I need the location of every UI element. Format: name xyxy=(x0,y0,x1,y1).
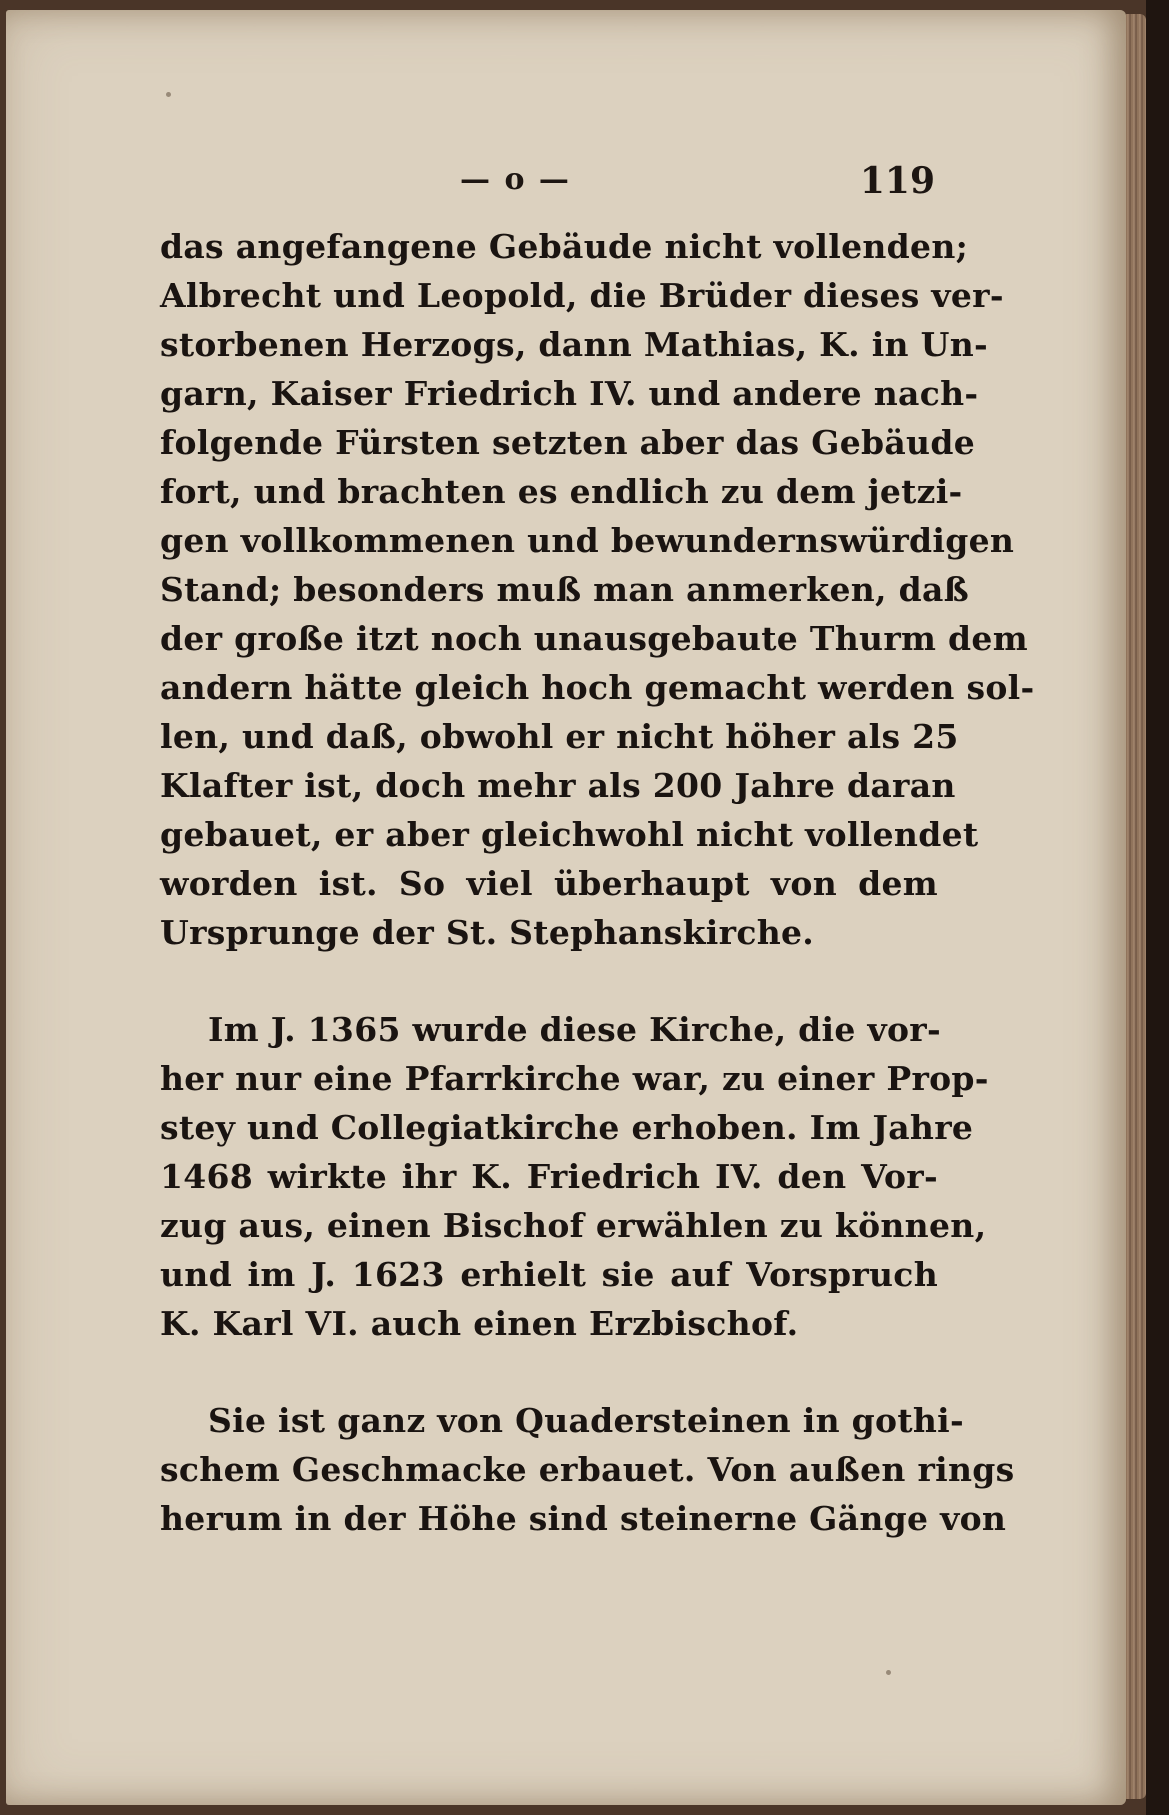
body-text xyxy=(160,222,1035,1543)
text-line: fort, und brachten es endlich zu dem jetzi- xyxy=(160,472,963,511)
paragraph-1 xyxy=(160,222,1035,957)
text-line: folgende Fürsten setzten aber das Gebäude xyxy=(160,423,976,462)
text-line: K. Karl VI. auch einen Erzbischof. xyxy=(160,1304,799,1343)
text-line: worden ist. So viel überhaupt von dem xyxy=(160,864,938,903)
paragraph-3 xyxy=(160,1396,1015,1543)
paragraph-gap xyxy=(160,957,938,1005)
text-line: garn, Kaiser Friedrich IV. und andere nach- xyxy=(160,374,979,413)
running-head: — o — xyxy=(460,162,571,197)
page-header xyxy=(165,160,935,210)
text-line: Ursprunge der St. Stephanskirche. xyxy=(160,913,815,952)
text-line: storbenen Herzogs, dann Mathias, K. in Un- xyxy=(160,325,988,364)
text-line: Klafter ist, doch mehr als 200 Jahre daran xyxy=(160,766,956,805)
paragraph-gap xyxy=(160,1348,938,1396)
text-line: len, und daß, obwohl er nicht höher als 25 xyxy=(160,717,959,756)
page-edges xyxy=(1126,14,1146,1799)
text-line: und im J. 1623 erhielt sie auf Vorspruch xyxy=(160,1255,938,1294)
text-line: Im J. 1365 wurde diese Kirche, die vor- xyxy=(208,1010,941,1049)
page-number: 119 xyxy=(859,160,935,202)
paper-speck xyxy=(886,1670,891,1675)
book-spine xyxy=(1146,0,1169,1815)
text-line: herum in der Höhe sind steinerne Gänge von xyxy=(160,1499,1007,1538)
text-line: 1468 wirkte ihr K. Friedrich IV. den Vor- xyxy=(160,1157,938,1196)
text-line: das angefangene Gebäude nicht vollenden; xyxy=(160,227,969,266)
text-line: gen vollkommenen und bewundernswürdigen xyxy=(160,521,1015,560)
paper-speck xyxy=(166,92,171,97)
text-line: Sie ist ganz von Quadersteinen in gothi- xyxy=(208,1401,965,1440)
text-line: schem Geschmacke erbauet. Von außen rings xyxy=(160,1450,1015,1489)
text-line: Albrecht und Leopold, die Brüder dieses ver- xyxy=(160,276,1004,315)
text-line: andern hätte gleich hoch gemacht werden sol- xyxy=(160,668,1035,707)
paragraph-2 xyxy=(160,1005,989,1348)
text-line: der große itzt noch unausgebaute Thurm dem xyxy=(160,619,1028,658)
text-line: Stand; besonders muß man anmerken, daß xyxy=(160,570,970,609)
text-line: stey und Collegiatkirche erhoben. Im Jahre xyxy=(160,1108,974,1147)
text-line: her nur eine Pfarrkirche war, zu einer Prop- xyxy=(160,1059,989,1098)
text-line: zug aus, einen Bischof erwählen zu können, xyxy=(160,1206,987,1245)
text-line: gebauet, er aber gleichwohl nicht vollendet xyxy=(160,815,979,854)
